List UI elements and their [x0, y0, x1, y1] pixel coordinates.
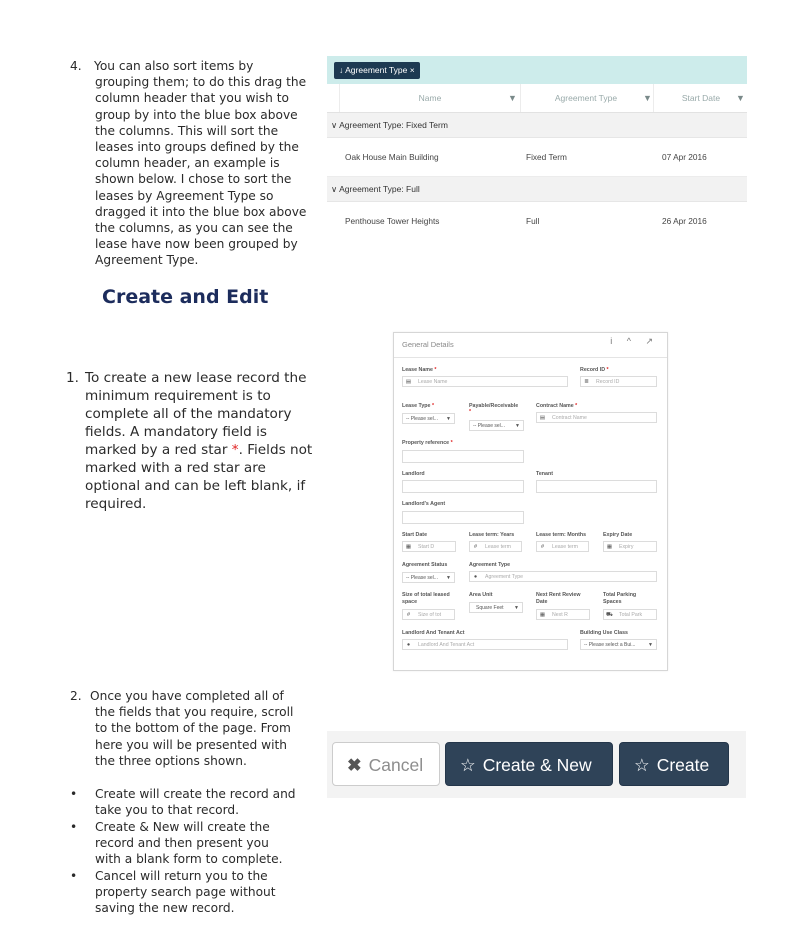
next-rent-review-input[interactable]: ▦ Next R — [536, 609, 590, 620]
step1-line: minimum requirement is to — [85, 388, 271, 404]
step4-line: Agreement Type. — [95, 253, 199, 268]
step4-paragraph — [70, 58, 326, 269]
expiry-date-input[interactable]: ▦ Expiry — [603, 541, 657, 552]
step2-line: Once you have completed all of — [90, 689, 284, 703]
label-landlord-tenant-act: Landlord And Tenant Act — [402, 630, 465, 636]
cell-agreement-type: Full — [526, 216, 540, 226]
bullet-icon: • — [70, 787, 78, 801]
cell-start-date: 26 Apr 2016 — [662, 216, 707, 226]
label-start-date: Start Date — [402, 532, 428, 538]
action-buttons-screenshot — [327, 731, 746, 798]
car-icon: ⛟ — [606, 612, 613, 618]
step1-line: marked with a red star are — [85, 460, 266, 476]
step4-line: column header, an example is — [95, 156, 280, 171]
lease-term-years-input[interactable]: # Lease term — [469, 541, 522, 552]
doc-icon: ▤ — [405, 379, 412, 385]
contract-name-input[interactable]: ▤ Contract Name — [536, 412, 657, 423]
agreement-status-select[interactable]: -- Please sel... ▼ — [402, 572, 455, 583]
info-icon: ● — [473, 574, 478, 580]
x-icon: ✖ — [347, 755, 362, 775]
label-landlord: Landlord — [402, 471, 425, 477]
step1-line: optional and can be left blank, if — [85, 478, 306, 494]
label-lease-type: Lease Type * — [402, 403, 435, 409]
lease-type-select[interactable]: -- Please sel... ▼ — [402, 413, 455, 424]
lease-name-input[interactable]: ▤ Lease Name — [402, 376, 568, 387]
bullet-icon: • — [70, 820, 78, 834]
general-details-form — [393, 332, 668, 671]
step2-line: the three options shown. — [95, 753, 247, 768]
label-payable-receivable: Payable/Receivable * — [469, 403, 519, 415]
tenant-input[interactable] — [536, 480, 657, 493]
calendar-icon: ▦ — [539, 612, 546, 618]
create-button[interactable]: ☆ Create — [619, 742, 729, 786]
label-expiry-date: Expiry Date — [603, 532, 633, 538]
step4-line: You can also sort items by — [94, 59, 254, 73]
cancel-button[interactable]: ✖ Cancel — [332, 742, 440, 786]
step1-line: To create a new lease record the — [85, 370, 307, 386]
column-header-name[interactable]: Name — [339, 84, 520, 112]
label-agreement-type: Agreement Type — [469, 562, 511, 568]
step2-line: to the bottom of the page. From — [95, 721, 291, 736]
step4-line: grouping them; to do this drag the — [95, 75, 307, 90]
step1-number: 1. — [66, 370, 79, 386]
group-row-full[interactable]: ∨ Agreement Type: Full — [327, 177, 747, 202]
agreement-type-input[interactable]: ● Agreement Type — [469, 571, 657, 582]
label-lease-term-years: Lease term: Years — [469, 532, 515, 538]
label-lease-name: Lease Name * — [402, 367, 437, 373]
label-total-parking: Total Parking Spaces — [603, 592, 637, 605]
label-size-total: Size of total leased space — [402, 592, 450, 605]
step4-line: dragged it into the blue box above — [95, 204, 307, 219]
cell-name: Oak House Main Building — [345, 152, 439, 162]
list-item: • Create will create the record and take you to that record. — [70, 787, 296, 818]
filter-icon[interactable]: ▼ — [508, 93, 517, 103]
form-title: General Details — [402, 340, 454, 349]
label-contract-name: Contract Name * — [536, 403, 578, 409]
hash-icon: # — [406, 612, 411, 618]
bullet-icon: • — [70, 869, 78, 883]
group-drop-zone[interactable] — [327, 56, 747, 84]
list-icon: ≣ — [584, 379, 589, 385]
panel-tools[interactable]: i ^ ↗ — [610, 336, 659, 346]
step2-paragraph — [70, 688, 326, 769]
grid-header — [327, 84, 747, 113]
step4-number: 4. — [70, 59, 82, 73]
chevron-down-icon: ▼ — [446, 416, 451, 422]
column-header-agreement-type[interactable]: Agreement Type — [520, 84, 651, 112]
label-agreement-status: Agreement Status — [402, 562, 448, 568]
step4-line: leases by Agreement Type so — [95, 188, 274, 203]
property-reference-input[interactable] — [402, 450, 524, 463]
calendar-icon: ▦ — [405, 544, 412, 550]
step4-line: leases into groups defined by the — [95, 140, 299, 155]
step2-line: here you will be presented with — [95, 737, 288, 752]
step4-line: the columns. This will sort the — [95, 123, 279, 138]
step4-line: shown below. I chose to sort the — [95, 172, 292, 187]
chevron-down-icon: ▼ — [648, 642, 653, 648]
landlords-agent-input[interactable] — [402, 511, 524, 524]
size-total-input[interactable]: # Size of tot — [402, 609, 455, 620]
doc-icon: ▤ — [539, 415, 546, 421]
table-row[interactable] — [327, 138, 747, 177]
step1-line: required. — [85, 496, 147, 512]
cell-name: Penthouse Tower Heights — [345, 216, 440, 226]
landlord-input[interactable] — [402, 480, 524, 493]
step2-line: the fields that you require, scroll — [95, 705, 294, 720]
hash-icon: # — [540, 544, 545, 550]
table-row[interactable] — [327, 202, 747, 228]
label-area-unit: Area Unit — [469, 592, 493, 598]
chevron-down-icon: ▼ — [514, 605, 519, 611]
chevron-down-icon: ▼ — [446, 575, 451, 581]
column-header-start-date[interactable]: Start Date — [653, 84, 747, 112]
step2-number: 2. — [70, 689, 82, 703]
label-lease-term-months: Lease term: Months — [536, 532, 587, 538]
chevron-down-icon: ▼ — [515, 423, 520, 429]
create-and-new-button[interactable]: ☆ Create & New — [445, 742, 613, 786]
grouped-grid-screenshot — [327, 56, 747, 228]
label-property-reference: Property reference * — [402, 440, 453, 446]
step1-line: marked by a red star *. Fields not — [85, 442, 313, 458]
label-record-id: Record ID * — [580, 367, 609, 373]
section-heading: Create and Edit — [102, 286, 269, 308]
info-icon: ● — [406, 642, 411, 648]
filter-icon[interactable]: ▼ — [643, 93, 652, 103]
star-icon: ☆ — [634, 755, 650, 775]
calendar-icon: ▦ — [606, 544, 613, 550]
group-chip-agreement-type[interactable]: ↓ Agreement Type × — [334, 62, 420, 79]
record-id-input[interactable]: ≣ Record ID — [580, 376, 657, 387]
filter-icon[interactable]: ▼ — [736, 93, 745, 103]
building-use-class-select[interactable]: -- Please select a Bui... ▼ — [580, 639, 657, 650]
cell-agreement-type: Fixed Term — [526, 152, 567, 162]
label-landlords-agent: Landlord's Agent — [402, 501, 446, 507]
list-item: • Cancel will return you to the property search page without saving the new record. — [70, 869, 276, 916]
total-parking-input[interactable]: ⛟ Total Park — [603, 609, 657, 620]
list-item: • Create & New will create the record and then present you with a blank form to complete. — [70, 820, 283, 867]
step4-line: lease have now been grouped by — [95, 237, 298, 252]
step1-paragraph — [66, 369, 328, 513]
step1-line: fields. A mandatory field is — [85, 424, 267, 440]
step4-line: the columns, as you can see the — [95, 221, 293, 236]
label-building-use-class: Building Use Class — [580, 630, 628, 636]
area-unit-select[interactable]: Square Feet ▼ — [469, 602, 523, 613]
cell-start-date: 07 Apr 2016 — [662, 152, 707, 162]
step4-line: column header that you wish to — [95, 91, 289, 106]
hash-icon: # — [473, 544, 478, 550]
label-tenant: Tenant — [536, 471, 553, 477]
step1-line: complete all of the mandatory — [85, 406, 292, 422]
group-row-fixed-term[interactable]: ∨ Agreement Type: Fixed Term — [327, 113, 747, 138]
star-icon: ☆ — [460, 755, 476, 775]
required-star: * — [231, 442, 239, 458]
lease-term-months-input[interactable]: # Lease term — [536, 541, 589, 552]
landlord-tenant-act-input[interactable]: ● Landlord And Tenant Act — [402, 639, 568, 650]
start-date-input[interactable]: ▦ Start D — [402, 541, 456, 552]
step4-line: group by into the blue box above — [95, 107, 298, 122]
payable-receivable-select[interactable]: -- Please sel... ▼ — [469, 420, 524, 431]
label-next-rent-review: Next Rent Review Date — [536, 592, 581, 605]
